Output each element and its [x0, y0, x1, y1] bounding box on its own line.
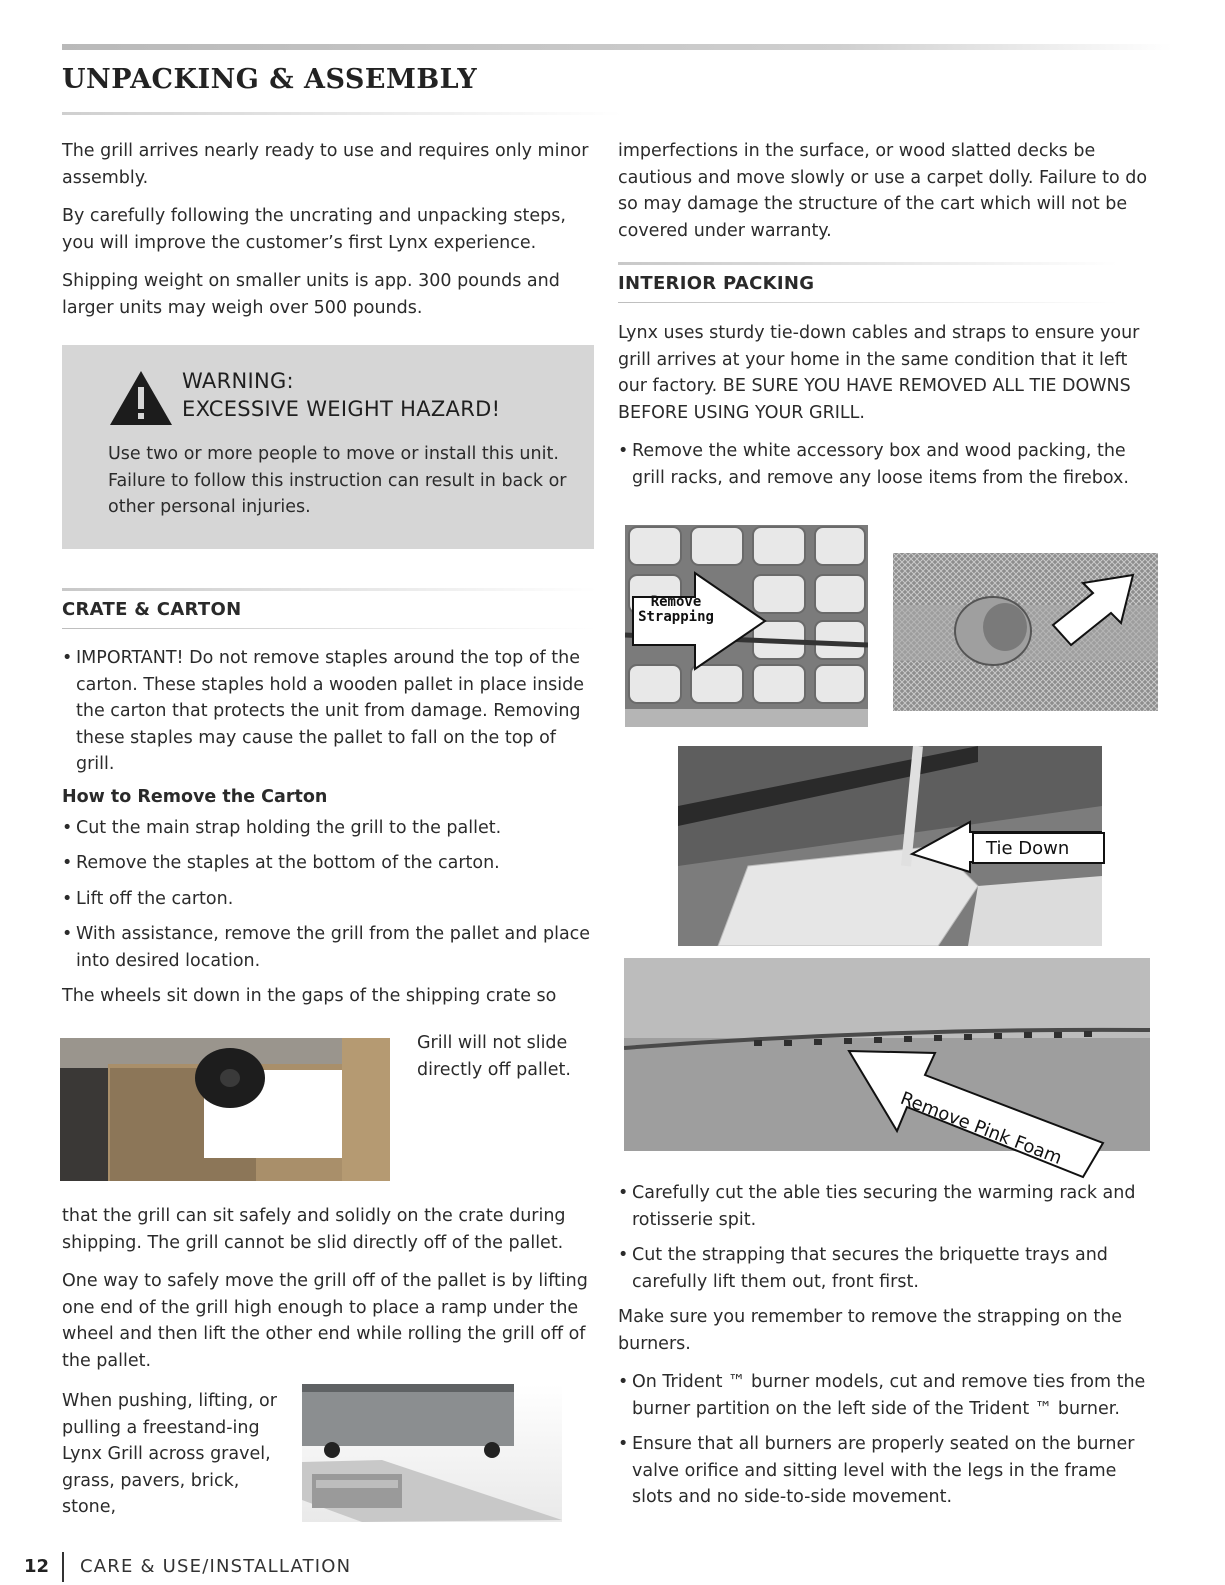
interior-text	[618, 320, 1158, 500]
footer-section-label: CARE & USE/INSTALLATION	[80, 1556, 352, 1577]
continued-paragraph: imperfections in the surface, or wood slatted decks be cautious and move slowly or use a carpet dolly. Failure to do so may damage the structure of the cart which will not be covered under warranty.	[618, 141, 1148, 241]
right-lower-text	[618, 1180, 1158, 1520]
section-underline	[618, 302, 1118, 303]
burners-paragraph: Make sure you remember to remove the strapping on the burners.	[618, 1307, 1123, 1354]
carton-step: • Cut the main strap holding the grill to the pallet.	[62, 815, 597, 842]
crate-heading: CRATE & CARTON	[62, 599, 242, 620]
carton-step: • Lift off the carton.	[62, 886, 597, 913]
top-rule	[62, 44, 1172, 50]
right-column	[618, 138, 1158, 256]
pushing-paragraph: When pushing, lifting, or pulling a freestand-ing Lynx Grill across gravel, grass, pavers, brick, stone,	[62, 1391, 277, 1517]
warning-triangle-icon	[108, 369, 174, 427]
warning-box	[62, 345, 594, 549]
ramp-paragraph: One way to safely move the grill off of the pallet is by lifting one end of the grill high enough to place a ramp under the wheel and then lift the other end while rolling the grill off of the pallet.	[62, 1271, 588, 1371]
burner-bullet: • On Trident ™ burner models, cut and remove ties from the burner partition on the left side of the Trident ™ burner.	[618, 1369, 1158, 1422]
page-title: UNPACKING & ASSEMBLY	[62, 64, 478, 95]
wheels-paragraph: The wheels sit down in the gaps of the shipping crate so	[62, 986, 557, 1006]
burner-bullet: • Ensure that all burners are properly seated on the burner valve orifice and sitting level with the legs in the frame slots and no side-to-side movement.	[618, 1431, 1158, 1511]
pallet-caption: Grill will not slide directly off pallet.	[417, 1033, 571, 1080]
how-to-remove-heading: How to Remove the Carton	[62, 786, 328, 807]
interior-heading: INTERIOR PACKING	[618, 273, 815, 294]
burner-bullets	[618, 1369, 1158, 1511]
removal-bullet: • Cut the strapping that secures the briquette trays and carefully lift them out, front first.	[618, 1242, 1158, 1295]
removal-bullets	[618, 1180, 1158, 1295]
intro-paragraph-1: The grill arrives nearly ready to use and requires only minor assembly.	[62, 141, 589, 188]
remove-pink-foam-label: Remove Pink Foam	[897, 1088, 1065, 1169]
pallet-photo	[60, 1038, 390, 1181]
page-number: 12	[24, 1556, 50, 1577]
carton-steps-list	[62, 815, 597, 975]
interior-bullet: • Remove the white accessory box and wood packing, the grill racks, and remove any loose items from the firebox.	[618, 438, 1158, 491]
tie-down-label: Tie Down	[972, 832, 1105, 864]
section-rule	[62, 588, 597, 591]
crate-continued	[62, 1203, 597, 1386]
trays-photo	[625, 525, 868, 727]
carton-step: • Remove the staples at the bottom of the carton.	[62, 850, 597, 877]
warning-heading: WARNING:	[182, 369, 294, 393]
ramp-photo	[302, 1384, 562, 1522]
intro-paragraph-2: By carefully following the uncrating and unpacking steps, you will improve the customer’s first Lynx experience.	[62, 206, 566, 253]
section-underline	[62, 628, 597, 629]
remove-strapping-label: Remove Strapping	[638, 594, 714, 625]
footer-divider	[62, 1552, 64, 1582]
carton-step: • With assistance, remove the grill from the pallet and place into desired location.	[62, 921, 597, 974]
after-photo-paragraph: that the grill can sit safely and solidly on the crate during shipping. The grill cannot be slid directly off of the pallet.	[62, 1206, 566, 1253]
interior-bullets	[618, 438, 1158, 491]
crate-important-list	[62, 645, 597, 778]
title-rule	[62, 112, 622, 115]
interior-paragraph: Lynx uses sturdy tie-down cables and straps to ensure your grill arrives at your home in the same condition that it left our factory. BE SURE YOU HAVE REMOVED ALL TIE DOWNS BEFORE USING YOUR GRILL.	[618, 323, 1140, 423]
section-rule	[618, 262, 1118, 265]
important-bullet: • IMPORTANT! Do not remove staples around the top of the carton. These staples hold a wooden pallet in place inside the carton that protects the unit from damage. Removing these staples may cause the pallet to fall on the top of grill.	[62, 645, 597, 778]
interior-section	[618, 262, 1118, 321]
crate-section	[62, 588, 597, 1022]
removal-bullet: • Carefully cut the able ties securing the warming rack and rotisserie spit.	[618, 1180, 1158, 1233]
left-column	[62, 138, 597, 333]
intro-paragraph-3: Shipping weight on smaller units is app. 300 pounds and larger units may weigh over 500 pounds.	[62, 271, 560, 318]
mesh-photo	[893, 553, 1158, 711]
warning-body: Use two or more people to move or install this unit. Failure to follow this instruction can result in back or other personal injuries.	[108, 444, 567, 517]
warning-subheading: EXCESSIVE WEIGHT HAZARD!	[182, 397, 501, 421]
